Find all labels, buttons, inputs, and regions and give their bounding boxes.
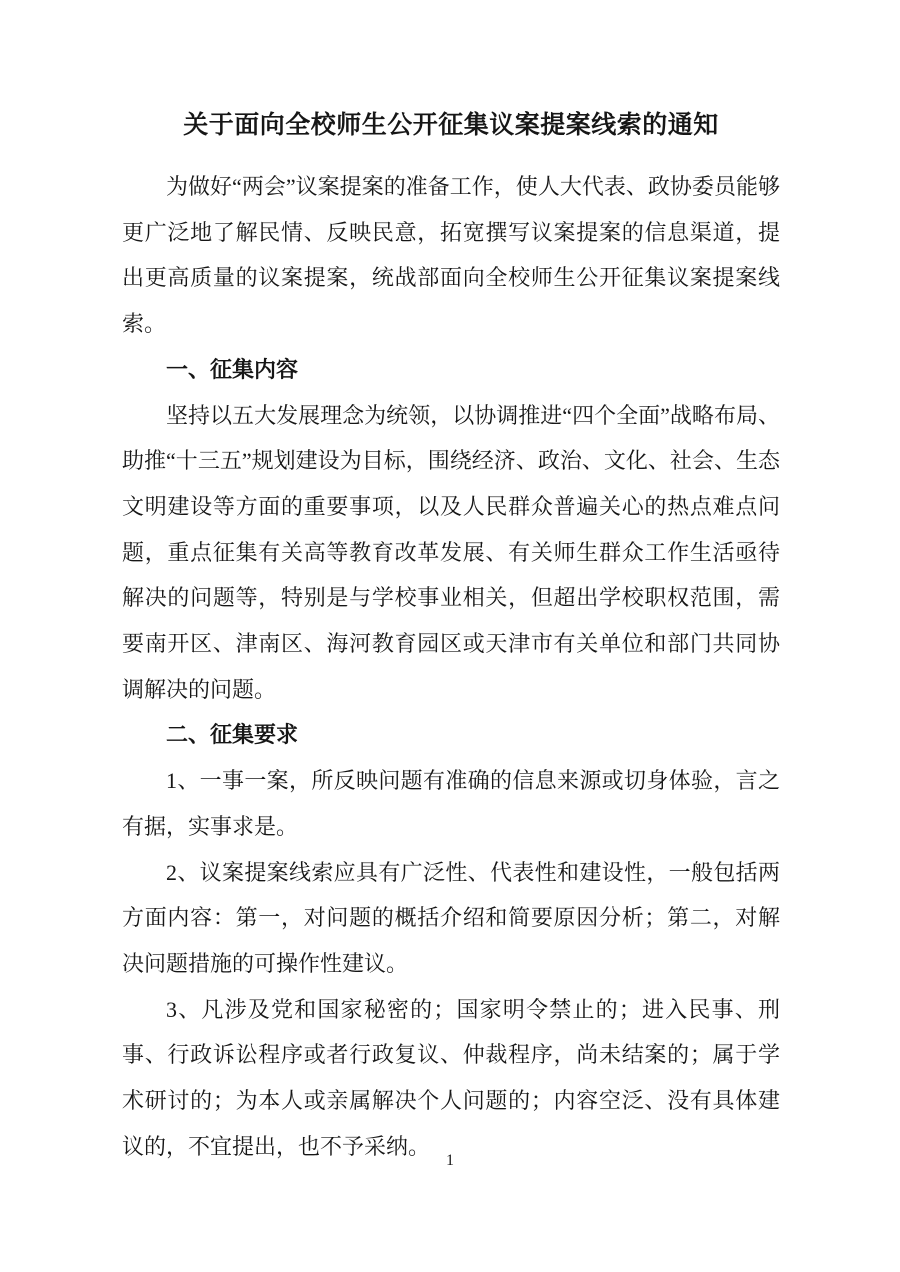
paragraph-requirement-3: 3、凡涉及党和国家秘密的；国家明令禁止的；进入民事、刑事、行政诉讼程序或者行政复议、仲裁程序，尚未结案的；属于学术研讨的；为本人或亲属解决个人问题的；内容空泛、没有具体建议的，不宜提出，也不予采纳。: [122, 996, 780, 1159]
paragraph-requirement-1: 1、一事一案，所反映问题有准确的信息来源或切身体验，言之有据，实事求是。: [122, 768, 780, 839]
page-number: 1: [446, 1152, 454, 1169]
section-heading-collection-content: 一、征集内容: [166, 356, 299, 382]
paragraph-requirement-2: 2、议案提案线索应具有广泛性、代表性和建设性，一般包括两方面内容：第一，对问题的概括介绍和简要原因分析；第二，对解决问题措施的可操作性建议。: [122, 859, 780, 976]
paragraph-intro: 为做好“两会”议案提案的准备工作，使人大代表、政协委员能够更广泛地了解民情、反映民意，拓宽撰写议案提案的信息渠道，提出更高质量的议案提案，统战部面向全校师生公开征集议案提案线索。: [122, 174, 780, 337]
section-heading-collection-requirements: 二、征集要求: [166, 722, 299, 748]
paragraph-collection-content: 坚持以五大发展理念为统领，以协调推进“四个全面”战略布局、助推“十三五”规划建设为目标，围绕经济、政治、文化、社会、生态文明建设等方面的重要事项，以及人民群众普遍关心的热点难点问题，重点征集有关高等教育改革发展、有关师生群众工作生活亟待解决的问题等，特别是与学校事业相关，但超出学校职权范围，需要南开区、津南区、海河教育园区或天津市有关单位和部门共同协调解决的问题。: [122, 402, 780, 702]
document-content: [122, 102, 780, 1169]
document-title: 关于面向全校师生公开征集议案提案线索的通知: [183, 112, 719, 139]
